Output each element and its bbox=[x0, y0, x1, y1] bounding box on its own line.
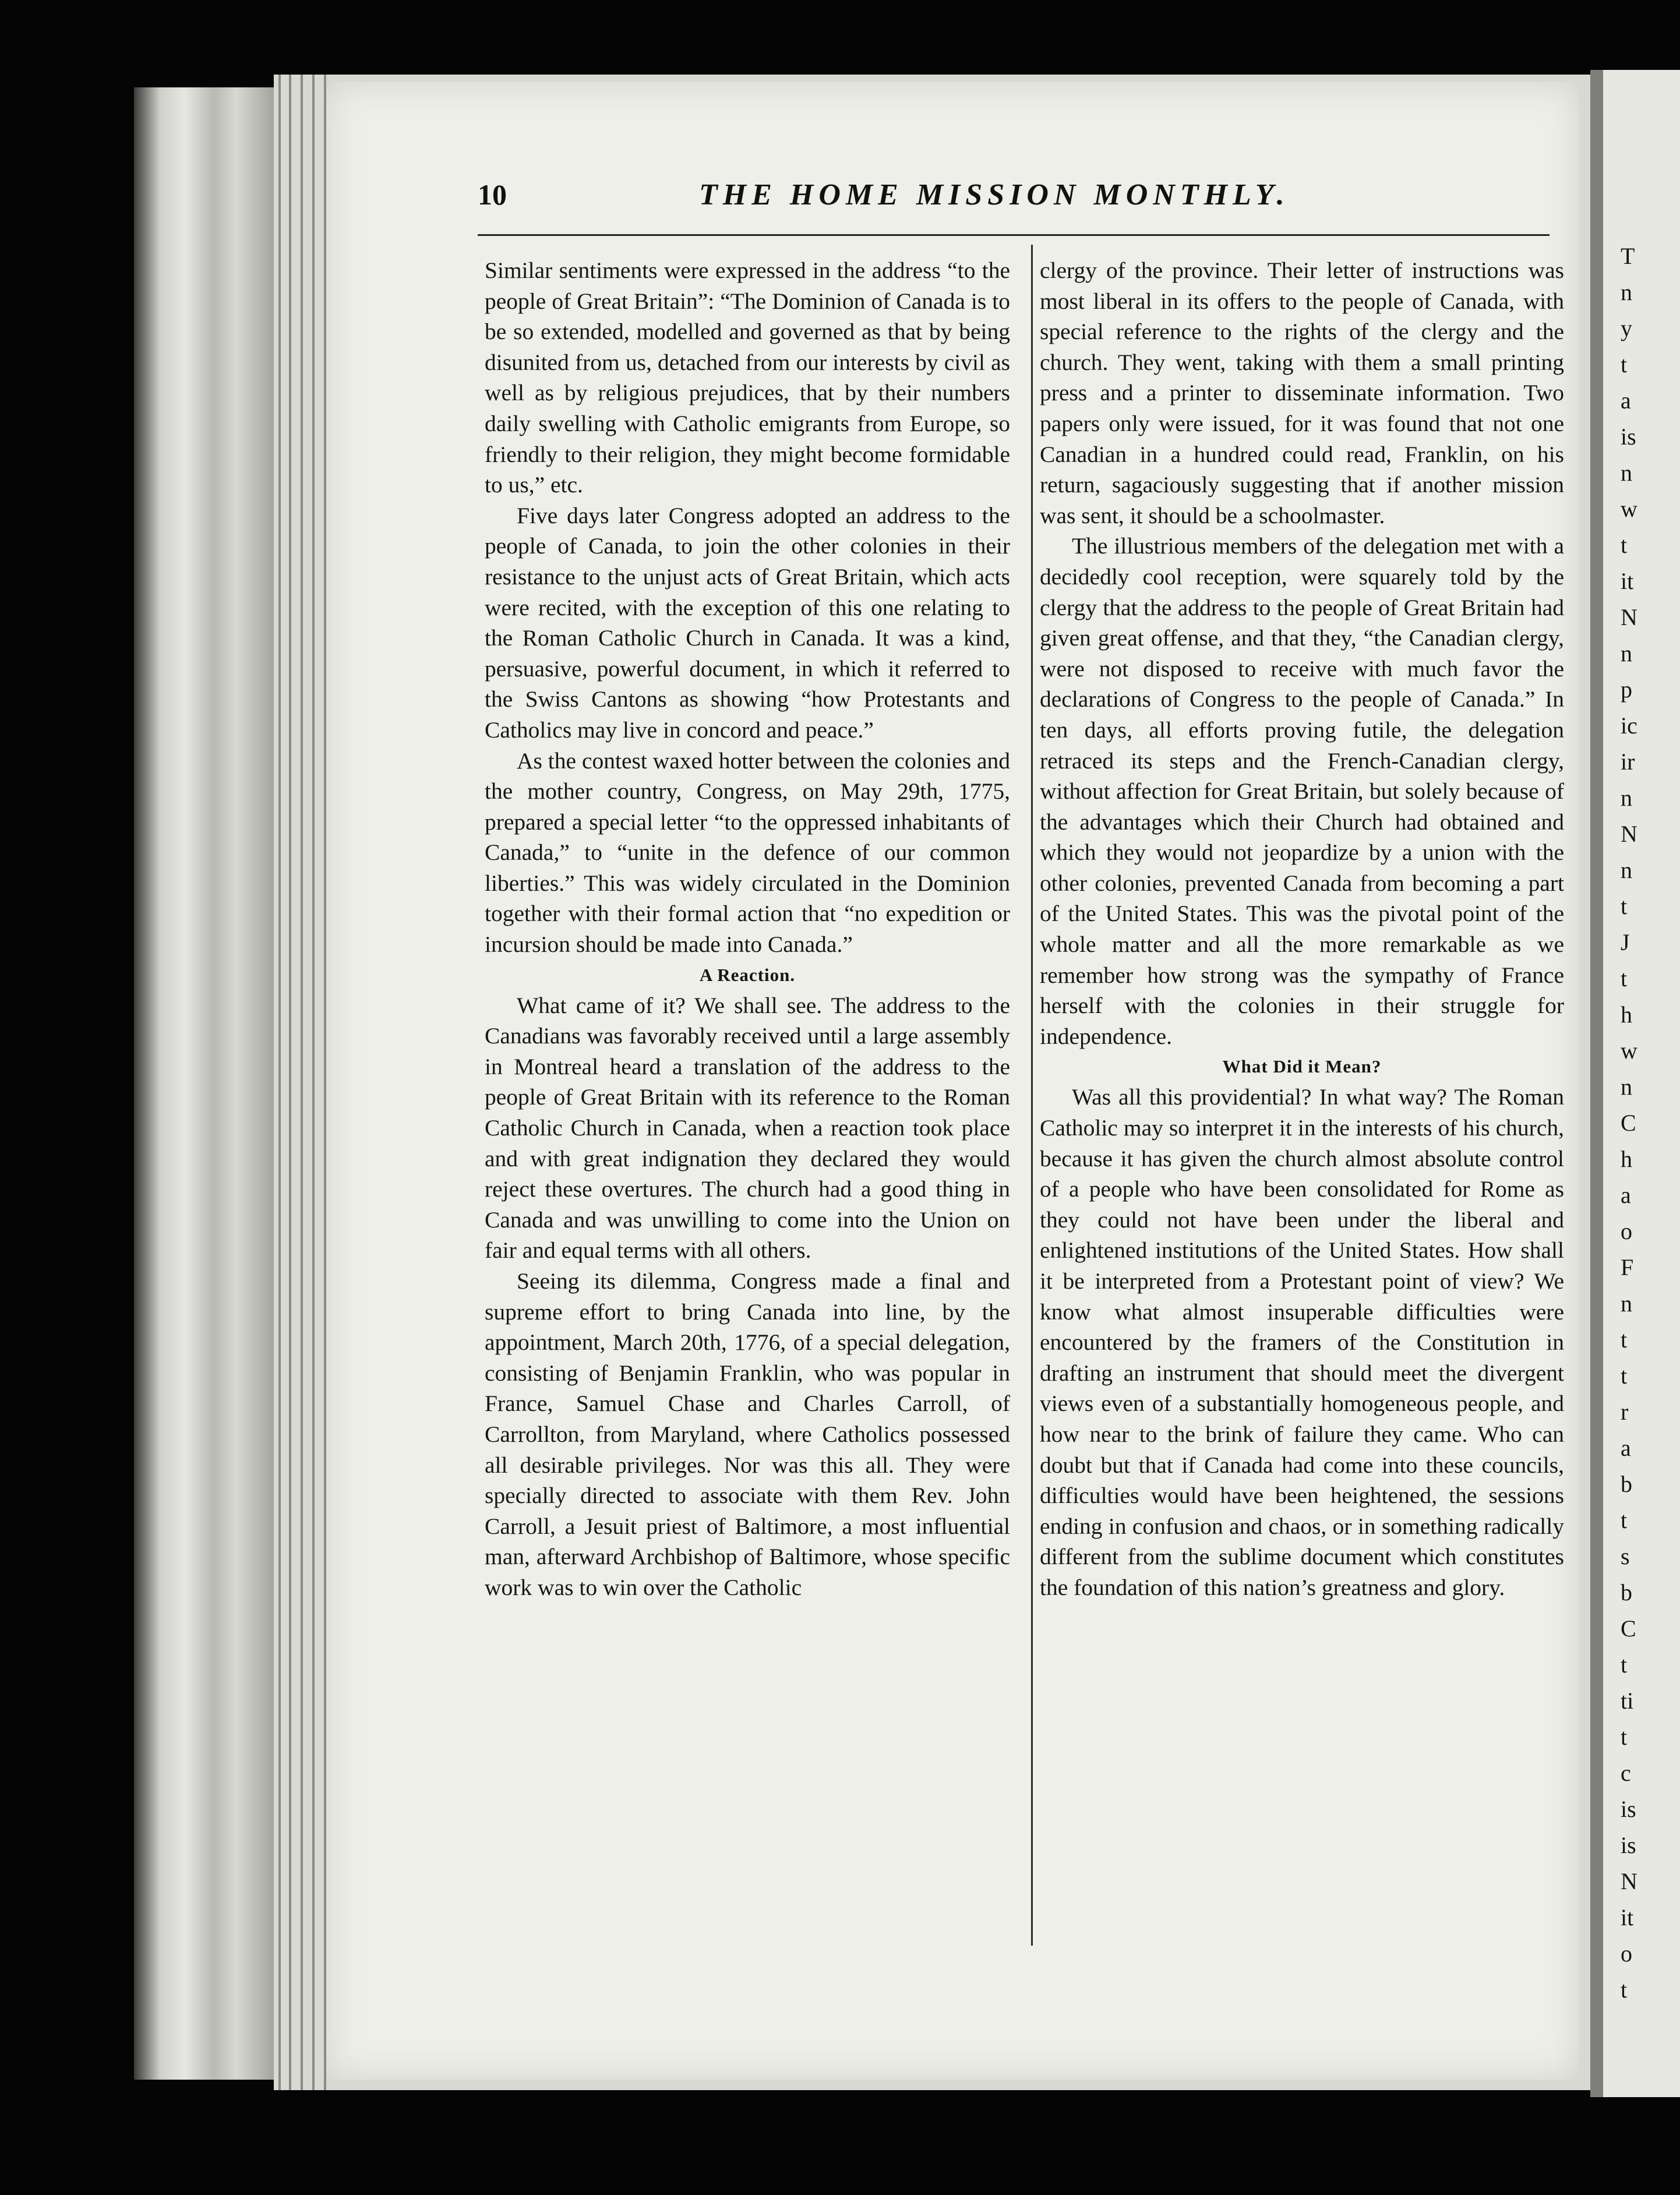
section-heading-what-did-it-mean: What Did it Mean? bbox=[1222, 1056, 1382, 1077]
facing-page-fragment: C bbox=[1621, 1110, 1636, 1136]
facing-page-fragment: it bbox=[1621, 1904, 1634, 1931]
facing-page-fragment: T bbox=[1621, 243, 1635, 269]
facing-page-fragment: o bbox=[1621, 1940, 1632, 1967]
right-column bbox=[1040, 255, 1564, 1603]
facing-page-fragment: a bbox=[1621, 1435, 1631, 1461]
facing-page-fragment: C bbox=[1621, 1615, 1636, 1642]
facing-page-fragment: a bbox=[1621, 387, 1631, 414]
facing-page-fragment: t bbox=[1621, 1651, 1628, 1678]
facing-page-fragment: ic bbox=[1621, 712, 1637, 739]
paragraph: The illustrious members of the delegation met with a decidedly cool reception, were squarely told by the clergy that the address to the people of Great Britain had given great offense, and that they, “the Canadian clergy, were not disposed to receive with much favor the declarations of Congress to the people of Canada.” In ten days, all efforts proving futile, the delegation retraced its steps and the French-Canadian clergy, without affection for Great Britain, but solely because of the advantages which their Church had obtained and which they would not jeopardize by a union with the other colonies, prevented Canada from becoming a part of the United States. This was the pivotal point of the whole matter and all the more remarkable as we remember how strong was the sympathy of France herself with the colonies in their struggle for independence. bbox=[1040, 533, 1564, 1049]
facing-page-fragment: s bbox=[1621, 1543, 1630, 1569]
paragraph: Seeing its dilemma, Congress made a final and supreme effort to bring Canada into line, by the appointment, March 20th, 1776, of a special delegation, consisting of Benjamin Franklin, who was popular in France, Samuel Chase and Charles Carroll, of Carrollton, from Maryland, where Catholics possessed all desirable privileges. Nor was this all. They were specially directed to associate with them Rev. John Carroll, a Jesuit priest of Baltimore, a most influential man, afterward Archbishop of Baltimore, whose specific work was to win over the Catholic bbox=[485, 1268, 1010, 1600]
left-column bbox=[485, 255, 1010, 1603]
facing-page-fragment: t bbox=[1621, 1507, 1628, 1533]
paragraph: As the contest waxed hotter between the colonies and the mother country, Congress, on May 29th, 1775, prepared a special letter “to the oppressed inhabitants of Canada,” to “unite in the defence of our common liberties.” This was widely circulated in the Dominion together with their formal action that “no expedition or incursion should be made into Canada.” bbox=[485, 747, 1010, 958]
paragraph: Five days later Congress adopted an address to the people of Canada, to join the other colonies in their resistance to the unjust acts of Great Britain, which acts were recited, with the exception of this one relating to the Roman Catholic Church in Canada. It was a kind, persuasive, powerful document, in which it referred to the Swiss Cantons as showing “how Protestants and Catholics may live in concord and peace.” bbox=[485, 502, 1010, 743]
paragraph: Similar sentiments were expressed in the address “to the people of Great Britain”: “The Dominion of Canada is to be so extended, modelled and governed as that by being disunited from us, detached from our interests by civil as well as by religious prejudices, that by their numbers daily swelling with Catholic emigrants from Europe, so friendly to their religion, they might become formidable to us,” etc. bbox=[485, 257, 1010, 498]
facing-page-fragment: a bbox=[1621, 1182, 1631, 1208]
facing-page-fragment: ir bbox=[1621, 749, 1635, 775]
paragraph: Was all this providential? In what way? The Roman Catholic may so interpret it in the interests of his church, because it has given the church almost absolute control of a people who have been consolidated for Rome as they could not have been under the liberal and enlightened institutions of the United States. How shall it be interpreted from a Protestant point of view? We know what almost insuperable difficulties were encountered by the framers of the Constitution in drafting an instrument that should meet the divergent views even of a substantially homogeneous people, and how near to the brink of failure they came. Who can doubt but that if Canada had come into these councils, difficulties would have been heightened, the sessions ending in confusion and chaos, or in something radically different from the sublime document which constitutes the foundation of this nation’s greatness and glory. bbox=[1040, 1084, 1564, 1600]
facing-page-fragment: t bbox=[1621, 1724, 1628, 1750]
running-title: THE HOME MISSION MONTHLY. bbox=[699, 178, 1290, 211]
page-header bbox=[478, 178, 1550, 224]
facing-page-fragment: t bbox=[1621, 1326, 1628, 1353]
facing-page-fragment: r bbox=[1621, 1399, 1629, 1425]
facing-page-fragment: ti bbox=[1621, 1688, 1634, 1714]
facing-page-fragment: w bbox=[1621, 496, 1637, 522]
facing-page-fragment: t bbox=[1621, 893, 1628, 919]
facing-page-fragment: it bbox=[1621, 568, 1634, 594]
facing-page-fragment: t bbox=[1621, 532, 1628, 558]
facing-page-fragment: N bbox=[1621, 821, 1637, 847]
section-heading-reaction: A Reaction. bbox=[699, 964, 796, 985]
column-divider bbox=[1031, 245, 1033, 1946]
facing-page-fragment: p bbox=[1621, 676, 1632, 703]
facing-page-fragment: o bbox=[1621, 1218, 1632, 1244]
facing-page-fragment: t bbox=[1621, 351, 1628, 377]
facing-page-fragment: h bbox=[1621, 1146, 1632, 1172]
facing-page-fragment: n bbox=[1621, 460, 1632, 486]
page-number: 10 bbox=[478, 178, 507, 211]
header-rule bbox=[478, 234, 1550, 236]
facing-page-fragment: b bbox=[1621, 1471, 1632, 1497]
facing-page-fragment: h bbox=[1621, 1001, 1632, 1028]
facing-page-fragment: n bbox=[1621, 279, 1632, 305]
facing-page-fragment: is bbox=[1621, 424, 1636, 450]
book-binding-edge bbox=[134, 87, 280, 2080]
facing-page-fragment: is bbox=[1621, 1832, 1636, 1858]
paragraph: clergy of the province. Their letter of instructions was most liberal in its offers to the people of Canada, with special reference to the rights of the clergy and the church. They went, taking with them a small printing press and a printer to disseminate information. Two papers only were issued, for it was found that not one Canadian in a hundred could read, Franklin, on his return, sagaciously suggesting that if another mission was sent, it should be a schoolmaster. bbox=[1040, 257, 1564, 528]
facing-page-fragment: y bbox=[1621, 315, 1632, 341]
facing-page-fragment: c bbox=[1621, 1760, 1631, 1786]
facing-page-fragment: t bbox=[1621, 1977, 1628, 2003]
facing-page-fragment: b bbox=[1621, 1579, 1632, 1605]
facing-page-fragment: n bbox=[1621, 785, 1632, 811]
facing-page-fragment: F bbox=[1621, 1254, 1634, 1280]
facing-page-fragment: t bbox=[1621, 965, 1628, 991]
facing-page-fragment: n bbox=[1621, 1290, 1632, 1317]
facing-page-fragment: n bbox=[1621, 857, 1632, 883]
facing-page-fragment: n bbox=[1621, 640, 1632, 666]
facing-page-fragment: w bbox=[1621, 1037, 1637, 1064]
facing-page-fragment: N bbox=[1621, 1868, 1637, 1894]
facing-page-fragment: N bbox=[1621, 604, 1637, 630]
facing-page-fragment: J bbox=[1621, 929, 1630, 955]
paragraph: What came of it? We shall see. The address to the Canadians was favorably received until a large assembly in Montreal heard a translation of the address to the people of Great Britain with its reference to the Roman Catholic Church in Canada, when a reaction took place and with great indignation they declared they would reject these overtures. The church had a good thing in Canada and was unwilling to come into the Union on fair and equal terms with all others. bbox=[485, 992, 1010, 1264]
facing-page-fragment: is bbox=[1621, 1796, 1636, 1822]
facing-page-fragment: n bbox=[1621, 1074, 1632, 1100]
facing-page-fragment: t bbox=[1621, 1363, 1628, 1389]
facing-page-edge bbox=[1590, 70, 1680, 2097]
